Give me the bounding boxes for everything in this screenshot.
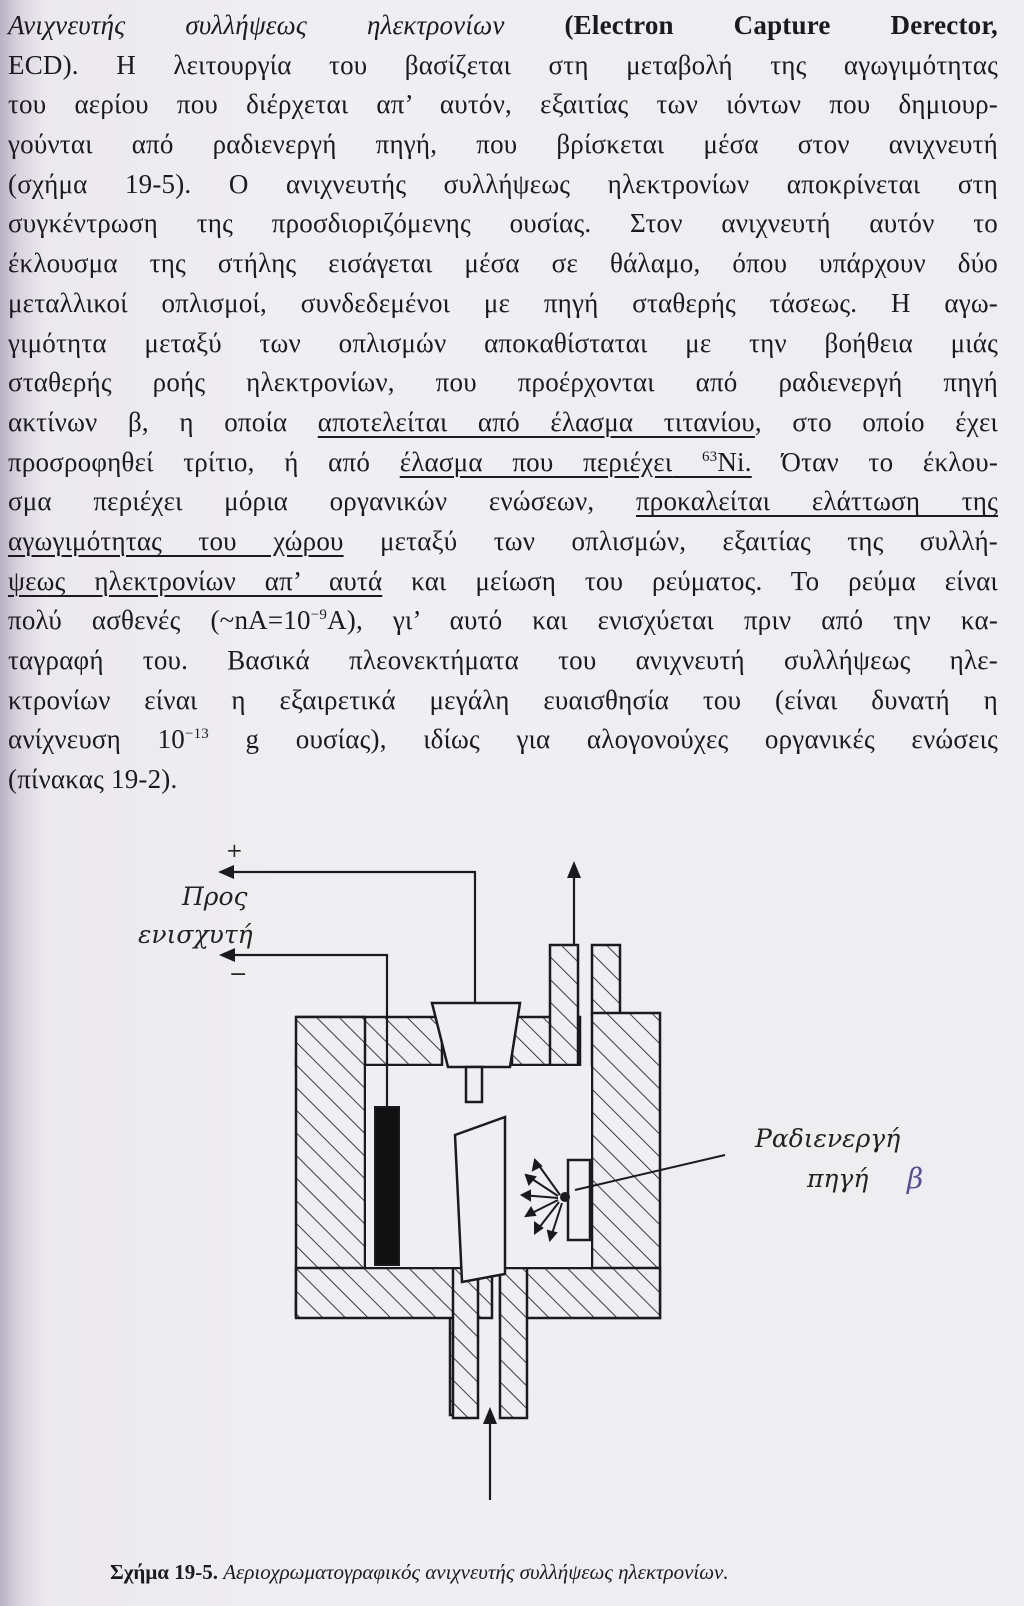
inlet-pipe-right [500,1268,527,1418]
minus-sign: − [229,962,248,987]
exponent-superscript: −9 [310,607,328,624]
element-symbol: Ni. [717,446,752,477]
text-line-17: ταγραφή του. Βασικά πλεονεκτήματα του ανιχνευτή συλλήψεως ηλε- [8,645,998,675]
underlined-segment: ψεως ηλεκτρονίων απ’ αυτά [8,565,383,596]
outlet-arrow-head [567,861,581,878]
text-segment: έλασμα που περιέχει [399,446,673,477]
text-segment: A), γι’ αυτό και ενισχύεται πριν από την κα- [327,605,999,636]
caption-text: Αεριοχρωματογραφικός ανιχνευτής συλλήψεως ηλεκτρονίων. [223,1560,729,1584]
text-line-3: του αερίου που διέρχεται απ’ αυτόν, εξαιτίας των ιόντων που δημιουρ- [8,89,998,120]
plus-sign: + [226,838,243,862]
outlet-pipe-right [592,945,620,1015]
text-line-5: (σχήμα 19-5). Ο ανιχνευτής συλλήψεως ηλεκτρονίων αποκρίνεται στη [8,168,998,199]
text-segment: πολύ ασθενές (~nA=10 [8,605,311,636]
wire-positive [228,872,475,1003]
text-line-20: (πίνακας 19-2). [8,764,178,795]
underlined-segment: προκαλείται ελάττωση της [635,486,998,517]
term-english: (Electron Capture Derector, [564,10,998,40]
radioactive-source [568,1160,590,1240]
text-segment: ακτίνων β, η οποία [8,406,288,437]
handwritten-beta: β [907,1162,924,1195]
inlet-arrow-head [483,1407,497,1424]
text-segment: προσροφηθεί τρίτιο, ή από [8,446,371,477]
text-line-8: μεταλλικοί οπλισμοί, συνδεδεμένοι με πηγή σταθερής τάσεως. Η αγω- [8,287,998,318]
arrow-positive [218,865,234,879]
text-line-6: συγκέντρωση της προσδιοριζόμενης ουσίας. Στον ανιχνευτή αυτόν το [8,208,998,239]
amplifier-label-line-2: ενισχυτή [138,920,253,949]
isotope-superscript: 63 [701,448,718,465]
arrow-negative [219,948,235,962]
text-line-2: ECD). Η λειτουργία του βασίζεται στη μεταβολή της αγωγιμότητας [8,49,998,80]
exponent-superscript: −13 [184,726,209,743]
text-line-18: κτρονίων είναι η εξαιρετικά μεγάλη ευαισθησία του (είναι δυνατή η [8,684,998,715]
inlet-pipe-left [453,1268,478,1418]
amplifier-label-line-1: Προς [182,882,248,911]
text-segment: και μείωση του ρεύματος. Το ρεύμα είναι [411,565,998,596]
text-line-7: έκλουσμα της στήλης εισάγεται μέσα σε θάλαμο, όπου υπάρχουν δύο [8,248,998,279]
source-label-line-1: Ραδιενεργή [755,1124,901,1153]
underlined-segment: αγωγιμότητας του χώρου [8,525,344,556]
underlined-segment: αποτελείται από έλασμα τιτανίου [317,406,755,437]
text-segment: ανίχνευση 10 [8,724,185,755]
figure-caption [110,1560,970,1585]
collector-electrode [375,1107,399,1265]
text-line-9: γιμότητα μεταξύ των οπλισμών αποκαθίσταται με την βοήθεια μιάς [8,327,998,358]
electrode-stem [466,1067,482,1102]
text-line-10: σταθερής ροής ηλεκτρονίων, που προέρχονται από ραδιενεργή πηγή [8,367,998,398]
text-segment: g ουσίας), ιδίως για αλογονούχες οργανικές ενώσεις [245,724,999,755]
caption-number: Σχήμα 19-5. [110,1560,218,1584]
text-segment: Όταν το έκλου- [781,446,999,477]
central-electrode [455,1117,505,1282]
outlet-pipe-left [550,945,578,1065]
text-line-4: γούνται από ραδιενεργή πηγή, που βρίσκεται μέσα στον ανιχνευτή [8,129,998,160]
text-segment: σμα περιέχει μόρια οργανικών ενώσεων, [8,486,595,517]
source-point [560,1192,570,1202]
text-segment: μεταξύ των οπλισμών, εξαιτίας της συλλή- [379,525,998,556]
source-label-line-2: πηγή [807,1164,869,1193]
term-italic: Ανιχνευτής συλλήψεως ηλεκτρονίων [8,10,505,40]
insulator-plug [432,1003,520,1067]
text-segment: , στο οποίο έχει [754,406,998,437]
